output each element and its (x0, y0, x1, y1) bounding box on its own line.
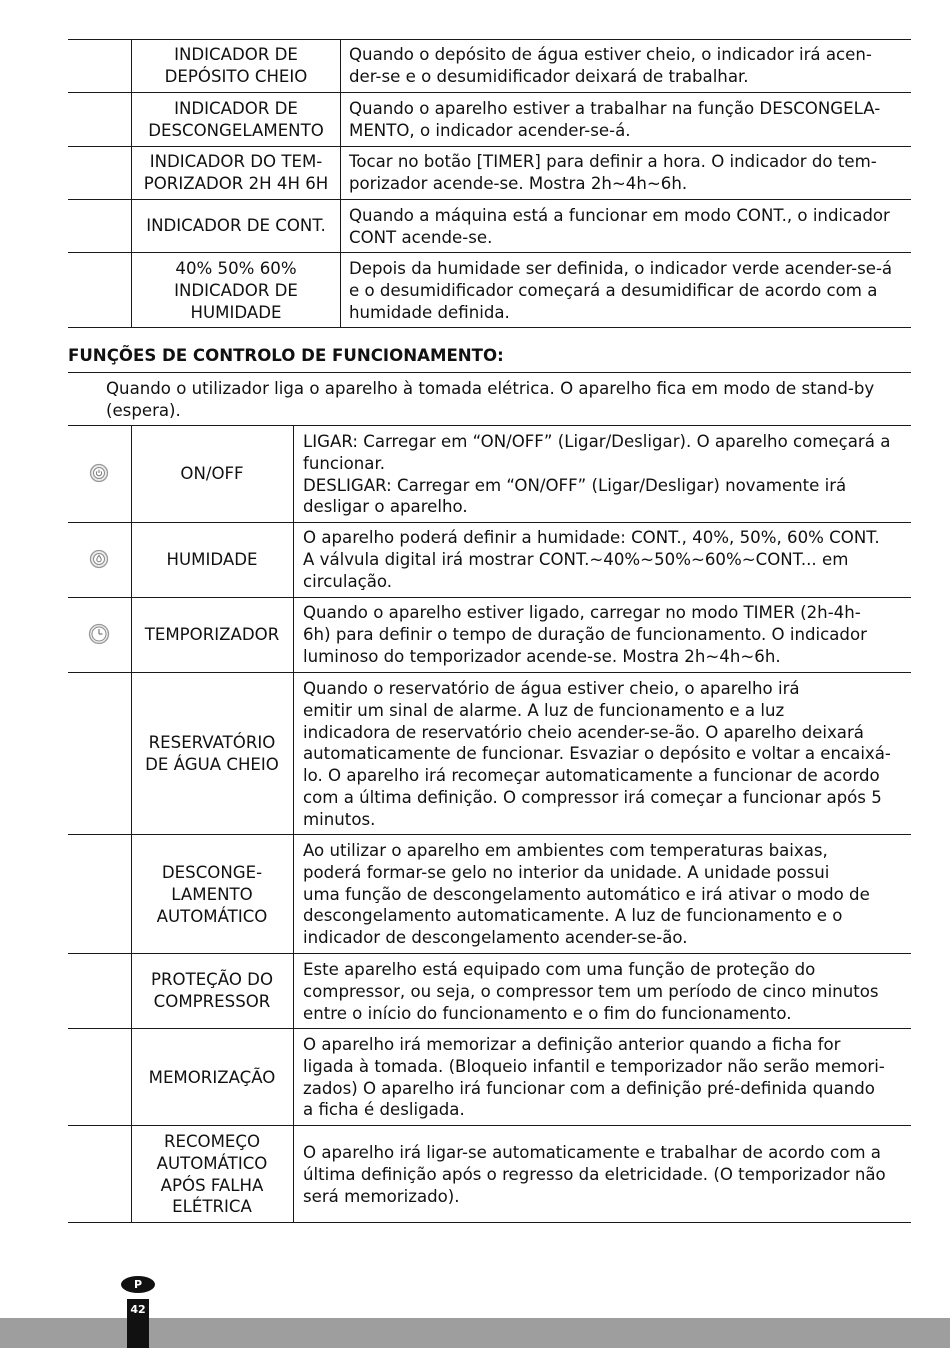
table-rule (68, 834, 911, 835)
table-rule (293, 425, 294, 1222)
table-rule (68, 146, 911, 147)
indicator-description: Quando o depósito de água estiver cheio, o indicador irá acen- der-se e o desumidificador deixará de trabalhar. (349, 45, 872, 86)
indicator-label: INDICADOR DE DESCONGELAMENTO (148, 99, 324, 140)
table-rule (68, 372, 911, 373)
power-icon (89, 463, 109, 483)
table-rule (131, 425, 132, 1222)
indicator-description: Quando o aparelho estiver a trabalhar na função DESCONGELA- MENTO, o indicador acender-se-á. (349, 99, 881, 140)
function-label: TEMPORIZADOR (144, 625, 280, 644)
table-rule (68, 1028, 911, 1029)
table-rule (68, 252, 911, 253)
table-rule (68, 327, 911, 328)
function-description: Quando o reservatório de água estiver cheio, o aparelho irá emitir um sinal de alarme. A luz de funcionamento e a luz indicadora de reservatório cheio acender-se-ão. O aparelho deixará automaticamente de funcionar. Esvaziar o depósito e voltar a encaixá- lo. O aparelho irá recomeçar automaticamente a funcionar de acordo com a última definição. O compressor irá começar a funcionar após 5 minutos. (303, 679, 891, 829)
function-label: ON/OFF (180, 464, 244, 483)
table-rule (340, 39, 341, 327)
function-description: Ao utilizar o aparelho em ambientes com temperaturas baixas, poderá formar-se gelo no interior da unidade. A unidade possui uma função de descongelamento automático e irá ativar o modo de descongelamento automaticamente. A luz de funcionamento e o indicador de descongelamento acender-se-ão. (303, 841, 870, 948)
function-description: O aparelho irá memorizar a definição anterior quando a ficha for ligada à tomada. (Bloqueio infantil e temporizador não serão memori- zados) O aparelho irá funcionar com a definição pré-definida quando a ficha é desligada. (303, 1035, 885, 1120)
table-rule (68, 953, 911, 954)
table-rule (68, 39, 911, 40)
function-description: Quando o aparelho estiver ligado, carregar no modo TIMER (2h-4h- 6h) para definir o tempo de duração de funcionamento. O indicador luminoso do temporizador acende-se. Mostra 2h~4h~6h. (303, 603, 867, 666)
section-heading: FUNÇÕES DE CONTROLO DE FUNCIONAMENTO: (68, 346, 504, 365)
function-label: HUMIDADE (166, 550, 258, 569)
table-rule (68, 92, 911, 93)
table-rule (68, 1125, 911, 1126)
function-description: O aparelho irá ligar-se automaticamente e trabalhar de acordo com a última definição após o regresso da eletricidade. (O temporizador não será memorizado). (303, 1143, 886, 1206)
function-label: RESERVATÓRIO DE ÁGUA CHEIO (145, 733, 279, 774)
indicator-label: 40% 50% 60% INDICADOR DE HUMIDADE (174, 259, 298, 322)
table-rule (68, 425, 911, 426)
function-label: DESCONGE- LAMENTO AUTOMÁTICO (156, 863, 268, 926)
table-rule (68, 522, 911, 523)
table-rule (68, 1222, 911, 1223)
function-description: Este aparelho está equipado com uma função de proteção do compressor, ou seja, o compressor tem um período de cinco minutos entre o início do funcionamento e o fim do funcionamento. (303, 960, 879, 1023)
function-description: LIGAR: Carregar em “ON/OFF” (Ligar/Desligar). O aparelho começará a funcionar. DESLIGAR: Carregar em “ON/OFF” (Ligar/Desligar) novamente irá desligar o aparelho. (303, 432, 891, 517)
indicator-label: INDICADOR DO TEM- PORIZADOR 2H 4H 6H (143, 152, 329, 193)
function-label: PROTEÇÃO DO COMPRESSOR (150, 970, 274, 1011)
table-rule (68, 597, 911, 598)
function-description: O aparelho poderá definir a humidade: CONT., 40%, 50%, 60% CONT. A válvula digital irá mostrar CONT.~40%~50%~60%~CONT... em circulação. (303, 528, 880, 591)
table-rule (131, 39, 132, 327)
page-number: 42 (130, 1303, 146, 1316)
intro-text: Quando o utilizador liga o aparelho à tomada elétrica. O aparelho fica em modo de stand-by (espera). (106, 379, 875, 420)
table-rule (68, 672, 911, 673)
table-rule (68, 199, 911, 200)
indicator-label: INDICADOR DE DEPÓSITO CHEIO (164, 45, 308, 86)
function-label: MEMORIZAÇÃO (148, 1068, 276, 1087)
indicator-description: Depois da humidade ser definida, o indicador verde acender-se-á e o desumidificador começará a desumidificar de acordo com a humidade definida. (349, 259, 893, 322)
indicator-description: Tocar no botão [TIMER] para definir a hora. O indicador do tem- porizador acende-se. Mostra 2h~4h~6h. (349, 152, 877, 193)
indicator-label: INDICADOR DE CONT. (146, 216, 326, 235)
function-label: RECOMEÇO AUTOMÁTICO APÓS FALHA ELÉTRICA (156, 1132, 268, 1217)
humidity-drop-icon (89, 549, 109, 569)
clock-icon (88, 623, 110, 645)
indicator-description: Quando a máquina está a funcionar em modo CONT., o indicador CONT acende-se. (349, 206, 890, 247)
language-badge: P (121, 1276, 155, 1293)
